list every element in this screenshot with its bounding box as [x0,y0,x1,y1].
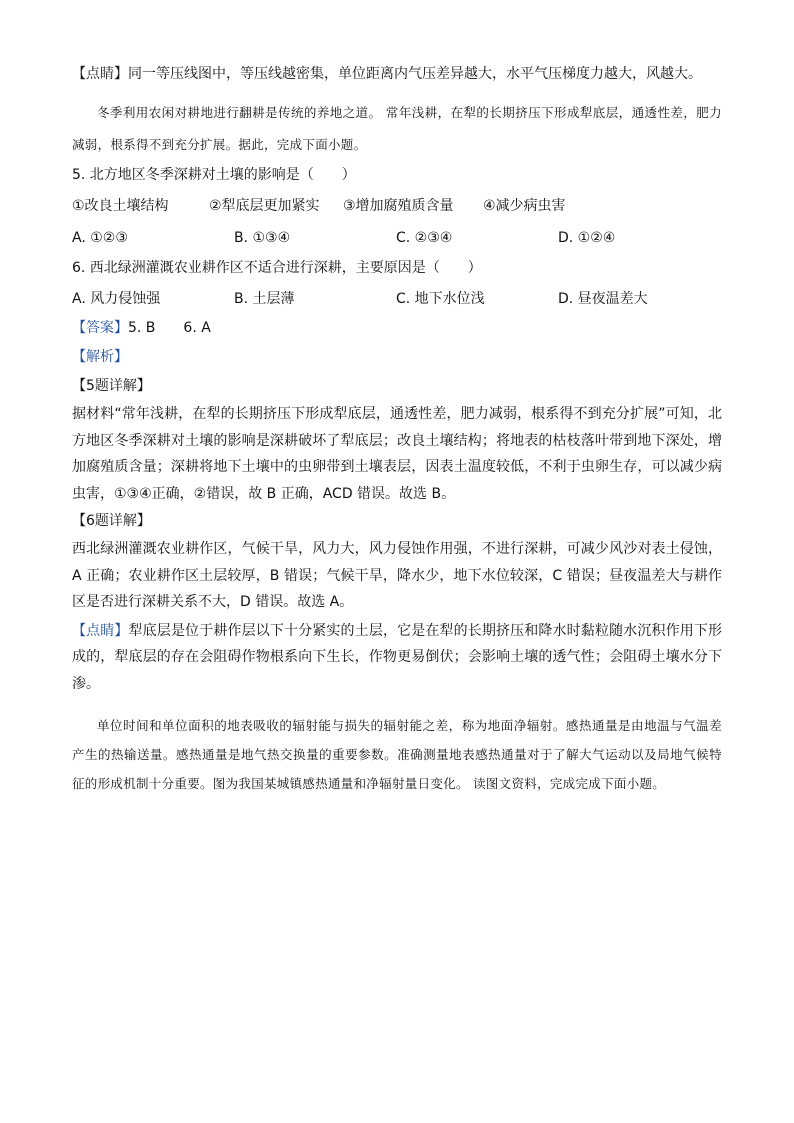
q5-option-c: C. ②③④ [396,230,453,246]
passage-1: 冬季利用农闲对耕地进行翻耕是传统的养地之道。 常年浅耕，在犁的长期挤压下形成犁底层，通透性差，肥力减弱，根系得不到充分扩展。据此，完成下面小题。 [72,105,722,152]
q5-item: ①改良土壤结构 [72,198,169,214]
tip-text: 同一等压线图中，等压线越密集，单位距离内气压差异越大，水平气压梯度力越大，风越大。 [128,66,702,82]
detail-6-text: 西北绿洲灌溉农业耕作区，气候干旱，风力大，风力侵蚀作用强，不进行深耕，可减少风沙对表土侵蚀，A 正确；农业耕作区土层较厚，B 错误；气候干旱，降水少，地下水位较深，C 错误；昼夜温差大与耕作区是否进行深耕关系不大，D 错误。故选 A。 [72,541,722,610]
passage-2: 单位时间和单位面积的地表吸收的辐射能与损失的辐射能之差，称为地面净辐射。感热通量是由地温与气温差产生的热输送量。感热通量是地气热交换量的重要参数。准确测量地表感热通量对于了解大气运动以及局地气候特征的形成机制十分重要。图为我国某城镇感热通量和净辐射量日变化。 读图文资料，完成完成下面小题。 [72,718,722,791]
q6-option-c: C. 地下水位浅 [396,291,485,307]
q5-item: ④减少病虫害 [483,198,566,214]
question-5-items [72,192,722,220]
question-6-stem: 6. 西北绿洲灌溉农业耕作区不适合进行深耕，主要原因是（ ） [72,260,482,276]
tip-text: 犁底层是位于耕作层以下十分紧实的土层，它是在犁的长期挤压和降水时黏粒随水沉积作用下形成的，犁底层的存在会阻碍作物根系向下生长，作物更易倒伏；会影响土壤的透气性；会阻碍土壤水分下渗。 [72,622,723,692]
answer-line [72,316,722,341]
question-5-options [72,224,722,252]
answer-text: 5. B 6. A [128,320,211,336]
tip-tag: 【点睛】 [72,622,129,639]
q6-option-a: A. 风力侵蚀强 [72,291,161,307]
detail-5-tag: 【5题详解】 [72,378,151,394]
detail-5-text: 据材料“常年浅耕，在犁的长期挤压下形成犁底层，通透性差，肥力减弱，根系得不到充分扩展”可知，北方地区冬季深耕对土壤的影响是深耕破坏了犁底层；改良土壤结构；将地表的枯枝落叶带到地下深处，增加腐殖质含量；深耕将地下土壤中的虫卵带到土壤表层，因表土温度较低，不利于虫卵生存，可以减少病虫害，①③④正确，②错误，故 B 正确，ACD 错误。故选 B。 [72,406,722,502]
question-5-stem: 5. 北方地区冬季深耕对土壤的影响是（ ） [72,167,356,183]
detail-6-tag: 【6题详解】 [72,513,151,529]
question-6-options [72,285,722,313]
tip-section-b [72,618,722,698]
q5-option-a: A. ①②③ [72,230,128,246]
q6-option-d: D. 昼夜温差大 [558,291,648,307]
answer-tag: 【答案】 [72,320,128,336]
q5-item: ②犁底层更加紧实 [209,198,320,214]
analysis-tag: 【解析】 [72,349,128,365]
q6-option-b: B. 土层薄 [234,291,295,307]
q5-item: ③增加腐殖质含量 [343,198,454,214]
q5-option-d: D. ①②④ [558,230,616,246]
tip-tag: 【点睛】 [72,66,128,82]
page-content [72,62,722,798]
q5-option-b: B. ①③④ [234,230,291,246]
tip-section-a [72,62,722,87]
